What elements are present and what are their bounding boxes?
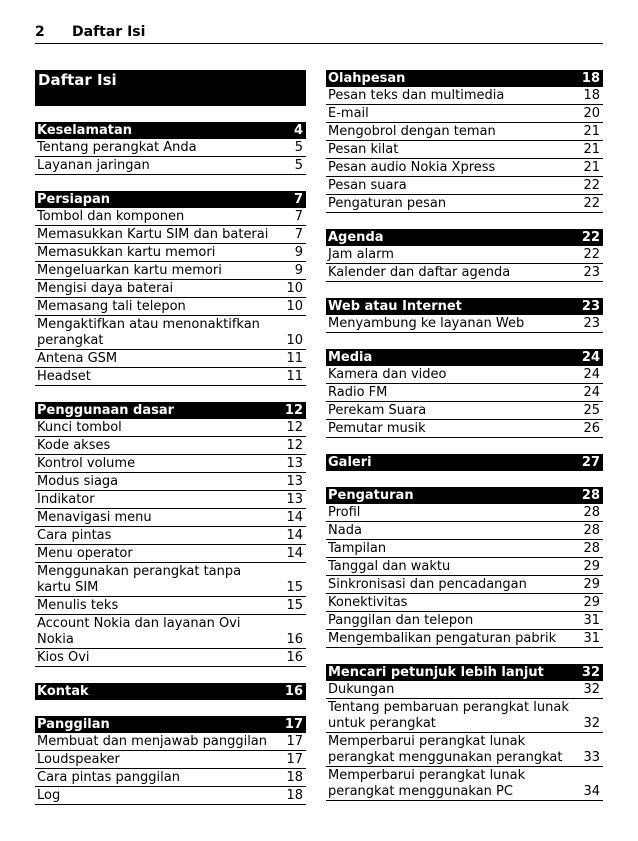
section-page: 7 (293, 192, 303, 207)
toc-entry[interactable] (326, 681, 603, 699)
entry-title: Menggunakan perangkat tanpa kartu SIM (37, 564, 242, 595)
entry-page: 16 (286, 650, 303, 665)
entry-title: Log (37, 788, 61, 803)
entry-page: 22 (583, 196, 600, 211)
section-heading[interactable] (35, 191, 306, 208)
toc-entry[interactable] (326, 540, 603, 558)
toc-entry[interactable] (35, 473, 306, 491)
entry-title: Profil (328, 505, 361, 520)
entry-page: 5 (294, 158, 303, 173)
entry-title: Perekam Suara (328, 403, 427, 418)
entry-title: Tentang perangkat Anda (37, 140, 197, 155)
toc-entry[interactable] (326, 105, 603, 123)
section-title: Pengaturan (328, 488, 414, 503)
toc-entry[interactable] (326, 402, 603, 420)
entry-title: Menulis teks (37, 598, 119, 613)
entry-page: 21 (583, 160, 600, 175)
toc-entry[interactable] (326, 159, 603, 177)
toc-entry[interactable] (35, 615, 306, 649)
section-page: 24 (581, 350, 600, 365)
entry-title: Kios Ovi (37, 650, 90, 665)
section-heading[interactable] (326, 70, 603, 87)
entry-title: Account Nokia dan layanan Ovi Nokia (37, 616, 241, 647)
entry-title: Memperbarui perangkat lunak perangkat menggunakan PC (328, 768, 526, 799)
section-title: Panggilan (37, 717, 110, 732)
section-title: Web atau Internet (328, 299, 462, 314)
entry-page: 20 (583, 106, 600, 121)
entry-page: 24 (583, 385, 600, 400)
toc-right-column (326, 70, 603, 817)
toc-section (35, 191, 306, 386)
section-page: 18 (581, 71, 600, 86)
entry-title: Modus siaga (37, 474, 119, 489)
entry-page: 32 (583, 716, 600, 731)
entry-page: 12 (286, 420, 303, 435)
toc-entry[interactable] (35, 509, 306, 527)
section-title: Keselamatan (37, 123, 133, 138)
toc-entry[interactable] (35, 455, 306, 473)
toc-entry[interactable] (35, 527, 306, 545)
entry-title: Mengembalikan pengaturan pabrik (328, 631, 557, 646)
section-title: Kontak (37, 684, 89, 699)
entry-page: 18 (286, 770, 303, 785)
entry-page: 14 (286, 528, 303, 543)
toc-section (326, 349, 603, 438)
section-heading[interactable] (326, 454, 603, 471)
entry-page: 10 (286, 299, 303, 314)
section-page: 16 (284, 684, 303, 699)
entry-title: Mengaktifkan atau menonaktifkan perangkat (37, 317, 260, 348)
entry-page: 26 (583, 421, 600, 436)
toc-entry[interactable] (326, 264, 603, 282)
entry-page: 13 (286, 456, 303, 471)
entry-page: 34 (583, 784, 600, 799)
section-heading[interactable] (35, 683, 306, 700)
entry-title: Cara pintas panggilan (37, 770, 180, 785)
toc-entry[interactable] (35, 751, 306, 769)
toc-entry[interactable] (326, 315, 603, 333)
doc-title: Daftar Isi (35, 70, 306, 106)
toc-section (326, 664, 603, 801)
section-title: Galeri (328, 455, 372, 470)
toc-entry[interactable] (35, 208, 306, 226)
entry-page: 28 (583, 523, 600, 538)
entry-title: Tentang pembaruan perangkat lunak untuk perangkat (328, 700, 569, 731)
entry-title: Tampilan (328, 541, 387, 556)
toc-entry[interactable] (326, 576, 603, 594)
toc-section (35, 402, 306, 667)
toc-section (326, 70, 603, 213)
entry-title: Menu operator (37, 546, 133, 561)
entry-title: Konektivitas (328, 595, 408, 610)
entry-title: E-mail (328, 106, 369, 121)
entry-title: Memasang tali telepon (37, 299, 186, 314)
section-heading[interactable] (35, 402, 306, 419)
section-page: 32 (581, 665, 600, 680)
toc-entry[interactable] (35, 298, 306, 316)
entry-page: 7 (294, 227, 303, 242)
section-page: 27 (581, 455, 600, 470)
entry-page: 11 (286, 369, 303, 384)
header-title: Daftar Isi (72, 24, 146, 40)
toc-section (35, 122, 306, 175)
entry-page: 23 (583, 265, 600, 280)
section-page: 12 (284, 403, 303, 418)
toc-entry[interactable] (35, 545, 306, 563)
toc-entry[interactable] (35, 649, 306, 667)
entry-page: 29 (583, 559, 600, 574)
section-title: Persiapan (37, 192, 111, 207)
entry-title: Pesan suara (328, 178, 407, 193)
entry-page: 17 (286, 734, 303, 749)
toc-entry[interactable] (326, 123, 603, 141)
entry-page: 31 (583, 613, 600, 628)
entry-title: Nada (328, 523, 362, 538)
toc-entry[interactable] (35, 787, 306, 805)
entry-title: Membuat dan menjawab panggilan (37, 734, 268, 749)
entry-page: 28 (583, 505, 600, 520)
entry-page: 18 (286, 788, 303, 803)
entry-title: Mengisi daya baterai (37, 281, 174, 296)
entry-page: 21 (583, 124, 600, 139)
section-page: 22 (581, 230, 600, 245)
entry-page: 33 (583, 750, 600, 765)
entry-page: 9 (294, 245, 303, 260)
toc-entry[interactable] (35, 733, 306, 751)
entry-page: 10 (286, 333, 303, 348)
toc-entry[interactable] (35, 491, 306, 509)
entry-title: Headset (37, 369, 91, 384)
toc-section (326, 487, 603, 648)
section-heading[interactable] (326, 487, 603, 504)
toc-section (35, 683, 306, 700)
entry-title: Dukungan (328, 682, 395, 697)
section-heading[interactable] (326, 229, 603, 246)
toc-entry[interactable] (326, 733, 603, 767)
entry-title: Pesan kilat (328, 142, 399, 157)
entry-page: 14 (286, 510, 303, 525)
entry-page: 16 (286, 632, 303, 647)
section-heading[interactable] (35, 716, 306, 733)
entry-page: 29 (583, 577, 600, 592)
entry-title: Mengobrol dengan teman (328, 124, 496, 139)
entry-page: 24 (583, 367, 600, 382)
entry-page: 15 (286, 580, 303, 595)
entry-title: Memasukkan Kartu SIM dan baterai (37, 227, 269, 242)
toc-entry[interactable] (326, 594, 603, 612)
entry-title: Kunci tombol (37, 420, 122, 435)
entry-title: Kode akses (37, 438, 111, 453)
entry-page: 9 (294, 263, 303, 278)
toc-section (326, 454, 603, 471)
entry-page: 15 (286, 598, 303, 613)
section-page: 4 (293, 123, 303, 138)
toc-entry[interactable] (326, 141, 603, 159)
toc-entry[interactable] (326, 420, 603, 438)
entry-title: Jam alarm (328, 247, 394, 262)
toc-entry[interactable] (326, 384, 603, 402)
entry-page: 7 (294, 209, 303, 224)
toc-section (326, 298, 603, 333)
entry-title: Pengaturan pesan (328, 196, 447, 211)
entry-title: Pesan teks dan multimedia (328, 88, 505, 103)
section-heading[interactable] (326, 298, 603, 315)
toc-entry[interactable] (35, 563, 306, 597)
toc-section (326, 229, 603, 282)
entry-title: Pesan audio Nokia Xpress (328, 160, 496, 175)
toc-entry[interactable] (326, 87, 603, 105)
toc-entry[interactable] (35, 368, 306, 386)
entry-title: Tanggal dan waktu (328, 559, 451, 574)
entry-title: Mengeluarkan kartu memori (37, 263, 222, 278)
entry-title: Kalender dan daftar agenda (328, 265, 511, 280)
entry-title: Indikator (37, 492, 95, 507)
toc-entry[interactable] (326, 630, 603, 648)
entry-title: Layanan jaringan (37, 158, 150, 173)
entry-page: 28 (583, 541, 600, 556)
entry-page: 14 (286, 546, 303, 561)
entry-title: Menavigasi menu (37, 510, 152, 525)
entry-page: 11 (286, 351, 303, 366)
toc-entry[interactable] (35, 316, 306, 350)
toc-entry[interactable] (326, 558, 603, 576)
page-number: 2 (35, 24, 45, 40)
toc-entry[interactable] (35, 262, 306, 280)
entry-page: 12 (286, 438, 303, 453)
entry-title: Menyambung ke layanan Web (328, 316, 525, 331)
section-page: 17 (284, 717, 303, 732)
section-heading[interactable] (326, 349, 603, 366)
entry-title: Tombol dan komponen (37, 209, 185, 224)
toc-entry[interactable] (326, 246, 603, 264)
toc-entry[interactable] (326, 366, 603, 384)
toc-entry[interactable] (326, 522, 603, 540)
toc-entry[interactable] (326, 699, 603, 733)
entry-page: 5 (294, 140, 303, 155)
toc-entry[interactable] (326, 504, 603, 522)
toc-entry[interactable] (35, 244, 306, 262)
section-page: 28 (581, 488, 600, 503)
entry-title: Kamera dan video (328, 367, 447, 382)
section-page: 23 (581, 299, 600, 314)
entry-page: 10 (286, 281, 303, 296)
section-heading[interactable] (326, 664, 603, 681)
entry-title: Memperbarui perangkat lunak perangkat menggunakan perangkat (328, 734, 563, 765)
entry-title: Panggilan dan telepon (328, 613, 474, 628)
entry-page: 13 (286, 474, 303, 489)
entry-page: 32 (583, 682, 600, 697)
section-heading[interactable] (35, 122, 306, 139)
entry-page: 31 (583, 631, 600, 646)
toc-entry[interactable] (35, 139, 306, 157)
entry-page: 22 (583, 247, 600, 262)
entry-page: 25 (583, 403, 600, 418)
entry-page: 22 (583, 178, 600, 193)
section-title: Penggunaan dasar (37, 403, 175, 418)
entry-title: Cara pintas (37, 528, 112, 543)
entry-title: Kontrol volume (37, 456, 136, 471)
toc-entry[interactable] (35, 350, 306, 368)
toc-entry[interactable] (35, 419, 306, 437)
toc-entry[interactable] (35, 769, 306, 787)
toc-entry[interactable] (326, 177, 603, 195)
section-title: Agenda (328, 230, 384, 245)
entry-title: Sinkronisasi dan pencadangan (328, 577, 527, 592)
section-title: Media (328, 350, 373, 365)
toc-entry[interactable] (35, 157, 306, 175)
entry-page: 29 (583, 595, 600, 610)
toc-entry[interactable] (35, 437, 306, 455)
toc-left-column (35, 70, 306, 821)
entry-title: Loudspeaker (37, 752, 120, 767)
page-header (35, 24, 603, 44)
entry-page: 13 (286, 492, 303, 507)
toc-section (35, 716, 306, 805)
toc-entry[interactable] (35, 280, 306, 298)
entry-page: 18 (583, 88, 600, 103)
entry-page: 17 (286, 752, 303, 767)
toc-entry[interactable] (326, 195, 603, 213)
entry-title: Antena GSM (37, 351, 118, 366)
section-title: Mencari petunjuk lebih lanjut (328, 665, 544, 680)
entry-title: Radio FM (328, 385, 388, 400)
toc-entry[interactable] (35, 597, 306, 615)
entry-title: Memasukkan kartu memori (37, 245, 216, 260)
toc-entry[interactable] (326, 767, 603, 801)
entry-page: 21 (583, 142, 600, 157)
entry-page: 23 (583, 316, 600, 331)
section-title: Olahpesan (328, 71, 406, 86)
toc-entry[interactable] (35, 226, 306, 244)
entry-title: Pemutar musik (328, 421, 426, 436)
toc-entry[interactable] (326, 612, 603, 630)
